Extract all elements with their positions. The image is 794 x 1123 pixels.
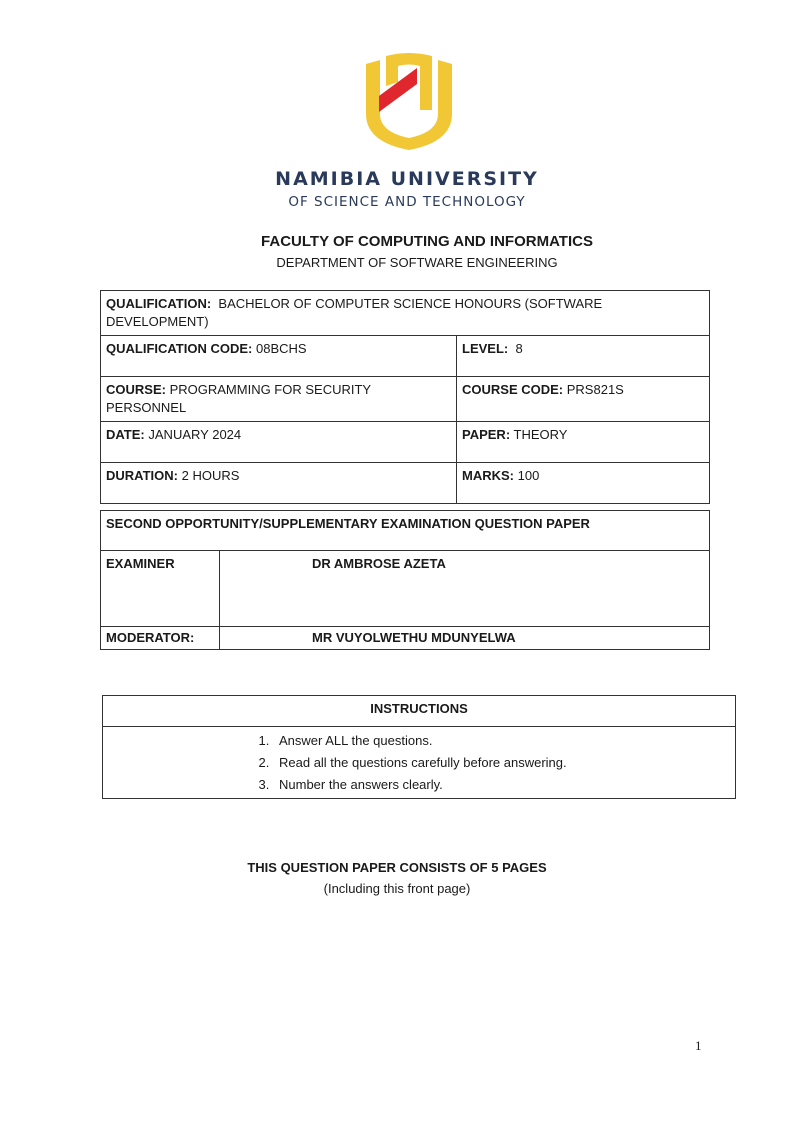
qualification-cell bbox=[101, 291, 710, 336]
label: PAPER: bbox=[462, 427, 511, 442]
university-logo bbox=[362, 52, 456, 150]
label: QUALIFICATION: bbox=[106, 296, 212, 311]
label: DURATION: bbox=[106, 468, 178, 483]
department-title: DEPARTMENT OF SOFTWARE ENGINEERING bbox=[276, 255, 558, 270]
exam-title-text: SECOND OPPORTUNITY/SUPPLEMENTARY EXAMINATION QUESTION PAPER bbox=[106, 516, 590, 531]
examiner-value bbox=[220, 551, 710, 627]
value: BACHELOR OF COMPUTER SCIENCE HONOURS (SOFTWARE DEVELOPMENT) bbox=[106, 296, 603, 329]
exam-title bbox=[101, 511, 710, 551]
paper-cell bbox=[457, 422, 710, 463]
instructions-list bbox=[108, 730, 730, 796]
examiners-table bbox=[100, 510, 710, 650]
examiner-label bbox=[101, 551, 220, 627]
level-cell bbox=[457, 336, 710, 377]
value: PROGRAMMING FOR SECURITY PERSONNEL bbox=[106, 382, 371, 415]
label: QUALIFICATION CODE: bbox=[106, 341, 253, 356]
value: THEORY bbox=[513, 427, 568, 442]
value: 100 bbox=[517, 468, 540, 483]
instruction-item: 1. Answer ALL the questions. bbox=[273, 730, 730, 752]
value: 2 HOURS bbox=[181, 468, 240, 483]
university-subname: OF SCIENCE AND TECHNOLOGY bbox=[288, 194, 526, 210]
instruction-item: 2. Read all the questions carefully before answering. bbox=[273, 752, 730, 774]
value: JANUARY 2024 bbox=[148, 427, 242, 442]
value: MR VUYOLWETHU MDUNYELWA bbox=[312, 630, 516, 645]
course-code-cell bbox=[457, 377, 710, 422]
value: 8 bbox=[515, 341, 523, 356]
pages-note: THIS QUESTION PAPER CONSISTS OF 5 PAGES bbox=[247, 860, 547, 875]
label: LEVEL: bbox=[462, 341, 509, 356]
label: COURSE CODE: bbox=[462, 382, 564, 397]
marks-cell bbox=[457, 463, 710, 504]
label: DATE: bbox=[106, 427, 145, 442]
value: DR AMBROSE AZETA bbox=[312, 556, 446, 571]
course-cell bbox=[101, 377, 457, 422]
instructions-table bbox=[102, 695, 736, 799]
duration-cell bbox=[101, 463, 457, 504]
value: PRS821S bbox=[566, 382, 624, 397]
label: COURSE: bbox=[106, 382, 166, 397]
value: 08BCHS bbox=[255, 341, 307, 356]
pages-subnote: (Including this front page) bbox=[323, 881, 471, 896]
moderator-value bbox=[220, 627, 710, 650]
date-cell bbox=[101, 422, 457, 463]
title: INSTRUCTIONS bbox=[370, 701, 468, 716]
moderator-label bbox=[101, 627, 220, 650]
qualification-code-cell bbox=[101, 336, 457, 377]
instructions-title bbox=[103, 696, 736, 727]
label: EXAMINER bbox=[106, 556, 175, 571]
label: MARKS: bbox=[462, 468, 514, 483]
page-number: 1 bbox=[695, 1038, 702, 1053]
label: MODERATOR: bbox=[106, 630, 195, 645]
instruction-item: 3. Number the answers clearly. bbox=[273, 774, 730, 796]
university-name: NAMIBIA UNIVERSITY bbox=[275, 168, 539, 190]
instructions-list-cell bbox=[103, 727, 736, 799]
course-details-table bbox=[100, 290, 710, 504]
faculty-title: FACULTY OF COMPUTING AND INFORMATICS bbox=[261, 233, 593, 250]
